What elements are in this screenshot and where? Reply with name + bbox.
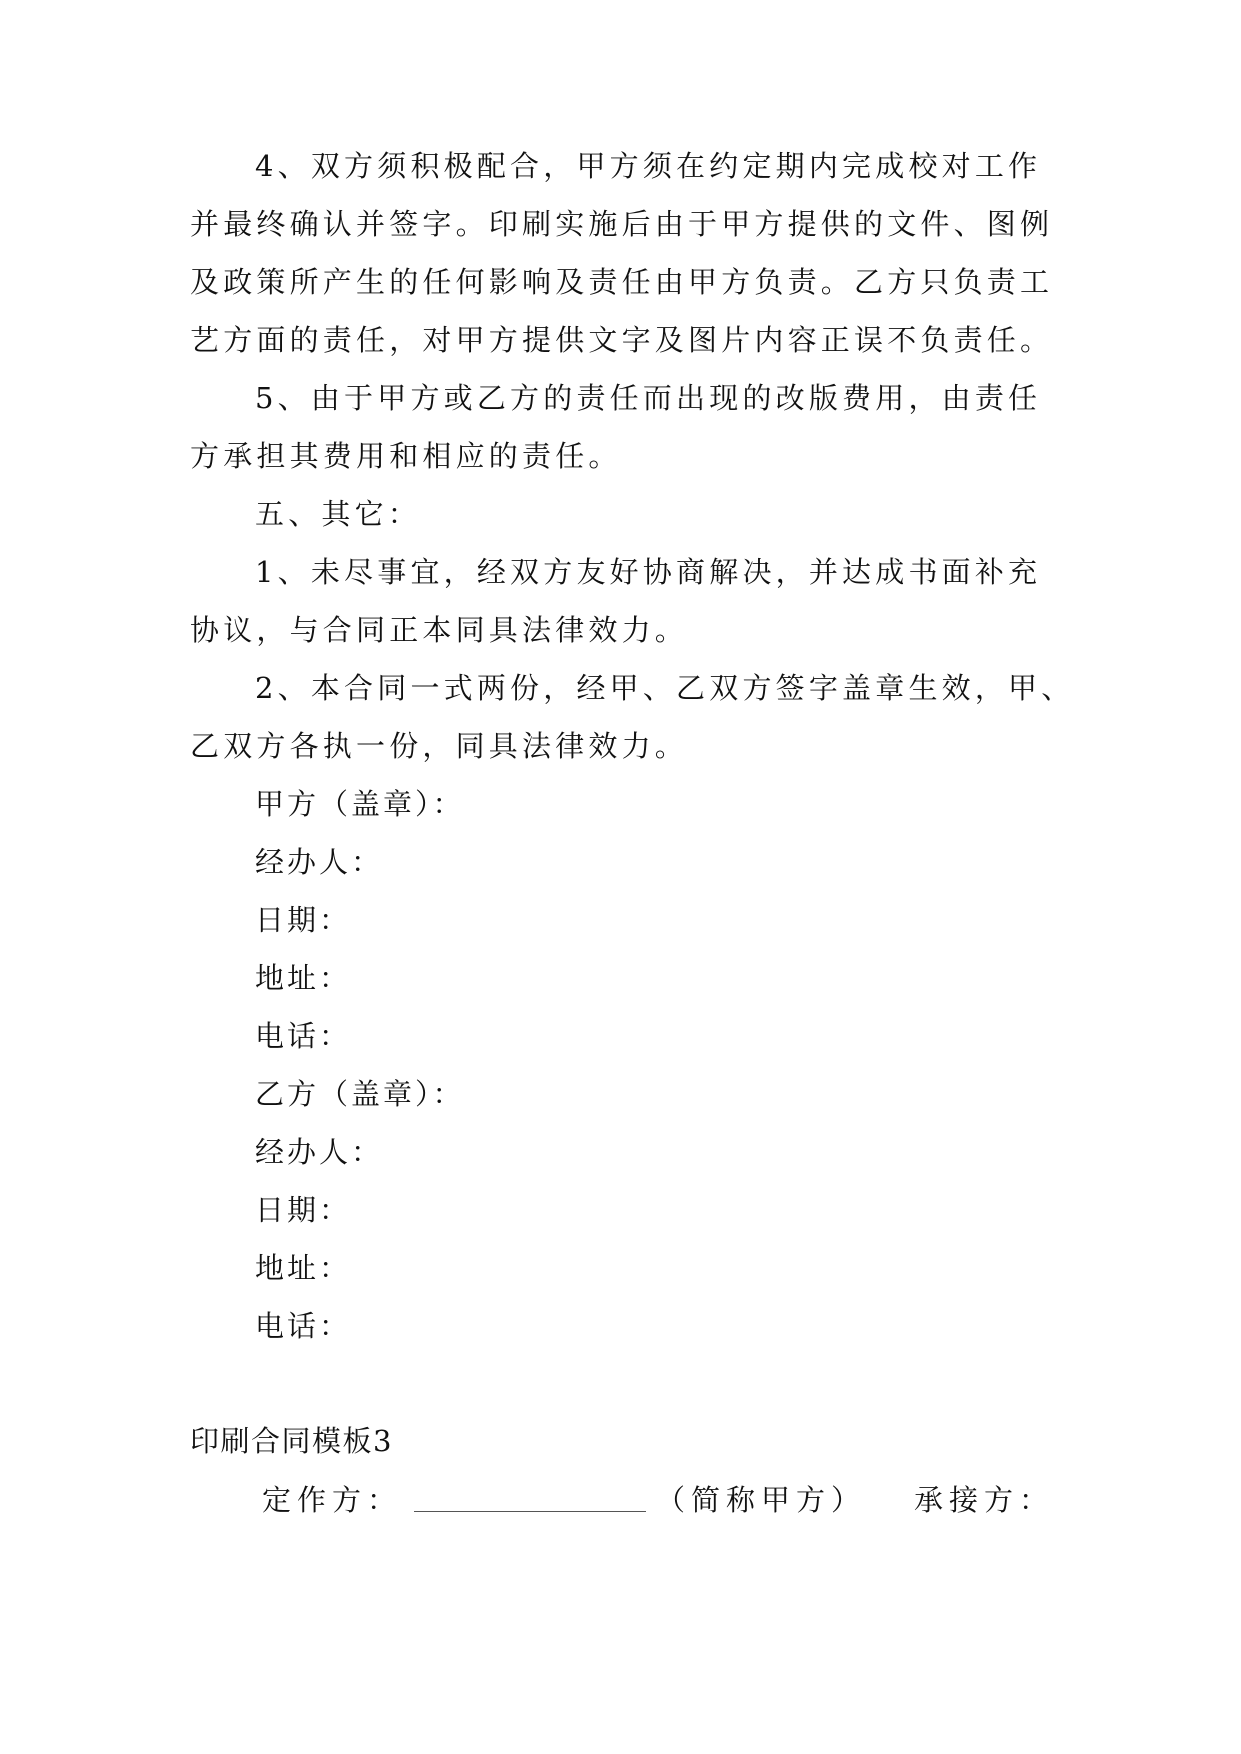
orderer-label: 定作方： [262, 1483, 403, 1517]
party-a-agent: 经办人： [255, 845, 384, 879]
parties-row [262, 1480, 1062, 1520]
party-b-date: 日期： [255, 1193, 352, 1227]
party-a-address: 地址： [255, 961, 352, 995]
party-b-phone: 电话： [255, 1309, 352, 1343]
clause-4-line-4: 艺方面的责任，对甲方提供文字及图片内容正误不负责任。 [190, 323, 1054, 357]
party-b-address: 地址： [255, 1251, 352, 1285]
clause-4-line-3: 及政策所产生的任何影响及责任由甲方负责。乙方只负责工 [190, 265, 1054, 299]
section-five-item-1-line-1: 1、未尽事宜，经双方友好协商解决，并达成书面补充 [255, 555, 1042, 589]
section-five-item-1-line-2: 协议，与合同正本同具法律效力。 [190, 613, 689, 647]
party-a-seal: 甲方（盖章）： [255, 787, 465, 821]
clause-4-line-2: 并最终确认并签字。印刷实施后由于甲方提供的文件、图例 [190, 207, 1054, 241]
clause-4-line-1: 4、双方须积极配合，甲方须在约定期内完成校对工作 [255, 149, 1042, 183]
party-a-date: 日期： [255, 903, 352, 937]
party-b-seal: 乙方（盖章）： [255, 1077, 465, 1111]
party-a-phone: 电话： [255, 1019, 352, 1053]
contractor-label: 承接方： [914, 1483, 1055, 1517]
party-b-agent: 经办人： [255, 1135, 384, 1169]
orderer-blank-field [414, 1485, 646, 1512]
section-five-title: 五、其它： [255, 497, 422, 531]
orderer-note: （简称甲方） [656, 1483, 867, 1517]
section-five-item-2-line-1: 2、本合同一式两份，经甲、乙双方签字盖章生效，甲、 [255, 671, 1075, 705]
clause-5-line-1: 5、由于甲方或乙方的责任而出现的改版费用，由责任 [255, 381, 1042, 415]
template-3-title: 印刷合同模板3 [190, 1424, 393, 1458]
clause-5-line-2: 方承担其费用和相应的责任。 [190, 439, 622, 473]
section-five-item-2-line-2: 乙双方各执一份，同具法律效力。 [190, 729, 689, 763]
